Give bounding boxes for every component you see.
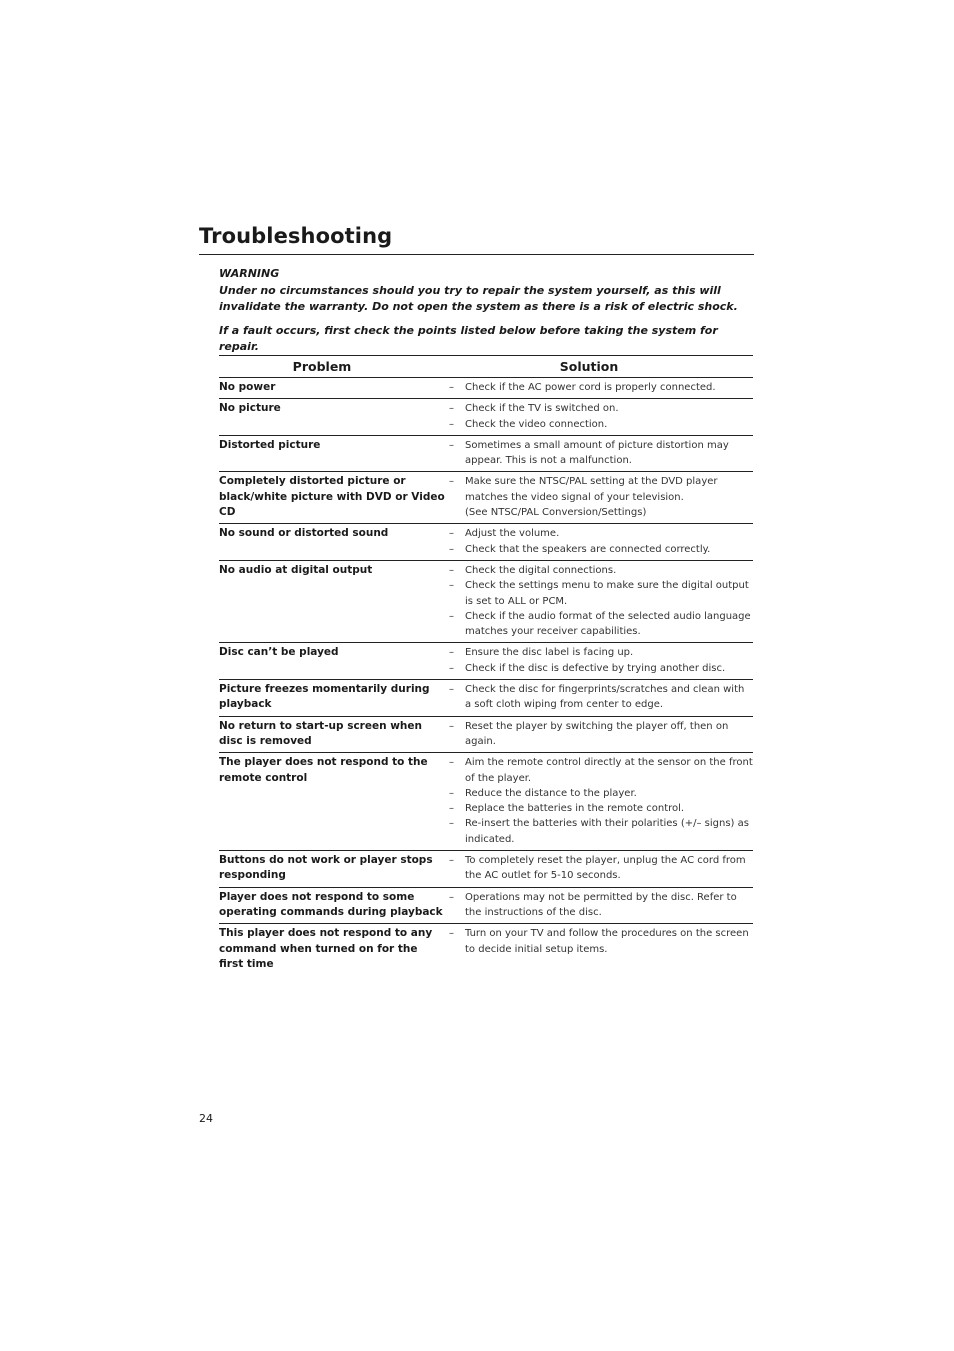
solution-text: Check the video connection.	[465, 418, 608, 430]
problem-cell: The player does not respond to the remote control	[219, 756, 428, 784]
dash-bullet: –	[449, 439, 454, 451]
table-row	[219, 717, 753, 754]
dash-bullet: –	[449, 757, 454, 769]
problem-cell: No power	[219, 381, 276, 393]
dash-bullet: –	[449, 418, 454, 430]
dash-bullet: –	[449, 787, 454, 799]
table-row	[219, 851, 753, 888]
warning-text: Under no circumstances should you try to repair the system yourself, as this will invalidate the warranty. Do not open the system as there is a risk of electric shock.	[219, 284, 738, 313]
table-row	[219, 378, 753, 399]
solution-text: Reset the player by switching the player off, then on again.	[465, 720, 729, 747]
solution-item	[449, 801, 753, 816]
page-title: Troubleshooting	[199, 224, 393, 248]
problem-cell: Distorted picture	[219, 438, 321, 451]
table-row	[219, 888, 753, 925]
solution-item	[449, 682, 753, 713]
dash-bullet: –	[449, 684, 454, 696]
solution-item	[449, 474, 753, 520]
problem-cell: Disc can’t be played	[219, 646, 339, 659]
dash-bullet: –	[449, 610, 454, 622]
solution-text: Check the disc for fingerprints/scratches and clean with a soft cloth wiping from center to edge.	[465, 684, 745, 711]
dash-bullet: –	[449, 928, 454, 940]
solution-item	[449, 890, 753, 921]
solution-item	[449, 563, 753, 578]
table-row	[219, 524, 753, 561]
problem-cell: Buttons do not work or player stops responding	[219, 854, 433, 882]
problem-cell: No sound or distorted sound	[219, 527, 389, 540]
solution-text: Ensure the disc label is facing up.	[465, 647, 634, 659]
warning-heading: WARNING	[219, 267, 280, 280]
solution-item	[449, 417, 753, 432]
dash-bullet: –	[449, 528, 454, 540]
solution-text: Check the digital connections.	[465, 564, 617, 576]
problem-cell: Completely distorted picture or black/white picture with DVD or Video CD	[219, 475, 445, 519]
solution-cell	[449, 719, 753, 750]
solution-cell	[449, 890, 753, 921]
solution-item	[449, 578, 753, 609]
title-divider	[199, 254, 754, 255]
solution-cell	[449, 682, 753, 713]
warning-block	[219, 266, 754, 355]
solution-cell	[449, 401, 753, 432]
dash-bullet: –	[449, 891, 454, 903]
problem-cell: Player does not respond to some operating commands during playback	[219, 890, 443, 918]
solution-item	[449, 755, 753, 786]
dash-bullet: –	[449, 580, 454, 592]
page-number: 24	[199, 1112, 213, 1125]
solution-text: Replace the batteries in the remote control.	[465, 803, 685, 815]
solution-text: Check if the audio format of the selected audio language matches your receiver capabilities.	[465, 610, 751, 638]
solution-item	[449, 542, 753, 557]
solution-cell	[449, 853, 753, 884]
dash-bullet: –	[449, 564, 454, 576]
table-row	[219, 680, 753, 717]
solution-text: Adjust the volume.	[465, 528, 560, 540]
solution-item	[449, 609, 753, 640]
solution-text: Re-insert the batteries with their polarities (+/– signs) as indicated.	[465, 818, 749, 845]
solution-cell	[449, 380, 753, 395]
solution-cell	[449, 474, 753, 520]
table-header	[219, 356, 753, 378]
dash-bullet: –	[449, 382, 454, 393]
solution-text: Reduce the distance to the player.	[465, 787, 637, 799]
solution-item	[449, 526, 753, 541]
solution-text: Check the settings menu to make sure the digital output is set to ALL or PCM.	[465, 580, 749, 607]
solution-item	[449, 401, 753, 416]
header-problem: Problem	[292, 359, 352, 374]
dash-bullet: –	[449, 647, 454, 659]
problem-cell: No picture	[219, 402, 281, 415]
solution-text: Check if the AC power cord is properly connected.	[465, 382, 716, 393]
dash-bullet: –	[449, 803, 454, 815]
table-row	[219, 924, 753, 975]
solution-text: Check that the speakers are connected correctly.	[465, 543, 711, 555]
table-row	[219, 472, 753, 524]
solution-cell	[449, 755, 753, 847]
table-row	[219, 753, 753, 851]
solution-cell	[449, 438, 753, 469]
dash-bullet: –	[449, 818, 454, 830]
dash-bullet: –	[449, 720, 454, 732]
solution-text: Aim the remote control directly at the sensor on the front of the player.	[465, 757, 753, 784]
problem-cell: Picture freezes momentarily during playback	[219, 683, 430, 711]
fault-note: If a fault occurs, first check the points listed below before taking the system for repair.	[219, 324, 718, 353]
solution-text: Turn on your TV and follow the procedures on the screen to decide initial setup items.	[465, 928, 749, 955]
solution-item	[449, 661, 753, 676]
solution-cell	[449, 526, 753, 557]
solution-item	[449, 853, 753, 884]
table-row	[219, 399, 753, 436]
dash-bullet: –	[449, 403, 454, 415]
solution-item	[449, 786, 753, 801]
dash-bullet: –	[449, 855, 454, 867]
table-row	[219, 643, 753, 680]
solution-item	[449, 816, 753, 847]
problem-cell: No audio at digital output	[219, 563, 373, 576]
solution-text: Make sure the NTSC/PAL setting at the DVD player matches the video signal of your television. (See NTSC/PAL Conversion/Settings)	[465, 476, 718, 519]
dash-bullet: –	[449, 476, 454, 488]
solution-cell	[449, 563, 753, 639]
header-solution: Solution	[559, 359, 619, 374]
problem-cell: This player does not respond to any command when turned on for the first time	[219, 927, 433, 970]
solution-item	[449, 719, 753, 750]
table-row	[219, 436, 753, 473]
solution-item	[449, 380, 753, 395]
solution-text: To completely reset the player, unplug the AC cord from the AC outlet for 5-10 seconds.	[465, 855, 746, 882]
solution-item	[449, 926, 753, 957]
solution-cell	[449, 645, 753, 676]
solution-item	[449, 438, 753, 469]
solution-text: Check if the disc is defective by trying another disc.	[465, 662, 726, 674]
dash-bullet: –	[449, 662, 454, 674]
dash-bullet: –	[449, 543, 454, 555]
solution-text: Sometimes a small amount of picture distortion may appear. This is not a malfunction.	[465, 439, 729, 467]
table-row	[219, 561, 753, 643]
solution-text: Check if the TV is switched on.	[465, 403, 619, 415]
solution-cell	[449, 926, 753, 972]
solution-text: Operations may not be permitted by the disc. Refer to the instructions of the disc.	[465, 891, 737, 918]
troubleshooting-table	[219, 355, 753, 975]
problem-cell: No return to start-up screen when disc is removed	[219, 719, 423, 747]
solution-item	[449, 645, 753, 660]
